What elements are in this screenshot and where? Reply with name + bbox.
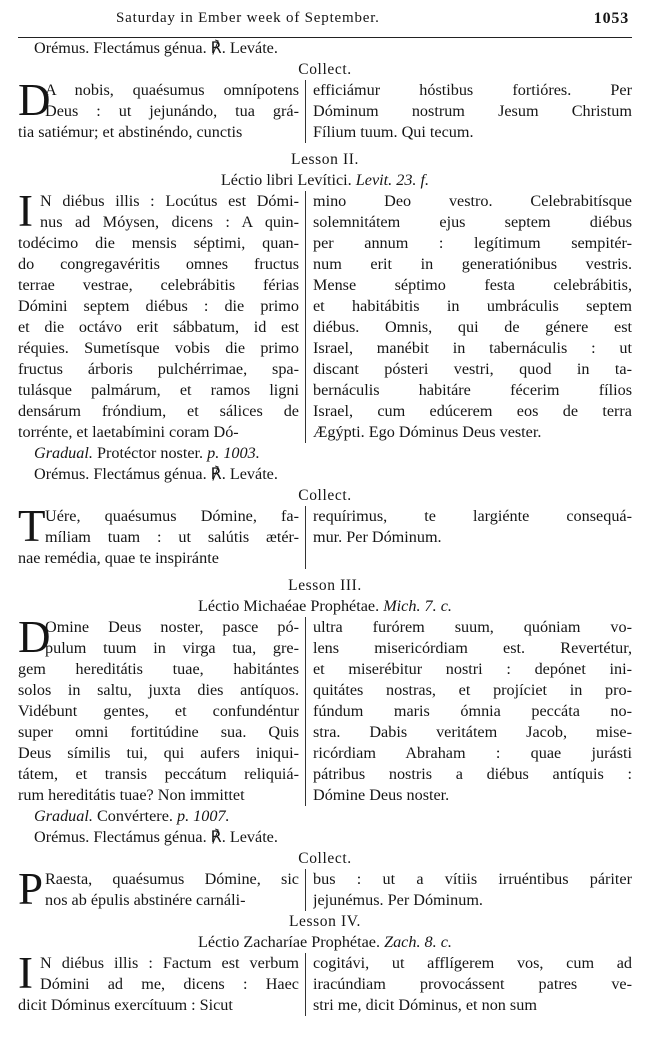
text-line: jejunémus. Per Dóminum. xyxy=(313,891,483,909)
running-header xyxy=(18,7,632,38)
text-line: nos ab épulis abstinére carnáli- xyxy=(45,891,246,909)
text-line: requírimus, te largiénte consequá- xyxy=(313,507,632,525)
text-line: solemnitátem ejus septem diébus xyxy=(313,213,632,231)
left-column xyxy=(18,80,306,143)
right-column xyxy=(306,506,632,569)
lesson-source-ref: Mich. 7. c. xyxy=(383,597,452,615)
text-line: dicit Dóminus exercítuum : Sicut xyxy=(18,996,233,1014)
text-line: solos in saltu, juxta dies antíquos. xyxy=(18,681,299,699)
gradual-label: Gradual. xyxy=(34,807,93,825)
lesson-heading: Lesson III. xyxy=(288,577,362,594)
text-line: todécimo die mensis séptimi, quan- xyxy=(18,234,299,252)
text-line: Dóminum nostrum Jesum Christum xyxy=(313,102,632,120)
lesson-source-text: Léctio Michaéae Prophétae. xyxy=(198,597,384,615)
text-line: Deus : ut jejunándo, tua grá- xyxy=(45,102,299,120)
text-line: discant pósteri vestri, quod in ta- xyxy=(313,360,632,378)
text-line: diébus. Omnis, qui de génere est xyxy=(313,318,632,336)
text-line: et habitábitis in umbráculis septem xyxy=(313,297,632,315)
collect-3 xyxy=(18,869,632,911)
drop-capital: D xyxy=(18,80,51,125)
collect-heading: Collect. xyxy=(298,487,352,504)
lesson-source xyxy=(18,170,632,191)
text-line: efficiámur hóstibus fortióres. Per xyxy=(313,81,632,99)
text-line: pulum tuum in virga tua, gre- xyxy=(45,639,299,657)
text-line: ricórdiam Abraham : quae jurásti xyxy=(313,744,632,762)
text-line: bernáculis habitáre fécerim fílios xyxy=(313,381,632,399)
drop-capital: P xyxy=(18,869,44,911)
collect-2 xyxy=(18,506,632,569)
text-line: quitátes nostras, et projíciet in pro- xyxy=(313,681,632,699)
drop-capital: D xyxy=(18,617,51,662)
text-line: tia satiémur; et abstinéndo, cunctis xyxy=(18,123,243,141)
right-column xyxy=(306,953,632,1016)
text-line: ultra furórem suum, quóniam vo- xyxy=(313,618,632,636)
text-line: fúndum maris ómnia peccáta no- xyxy=(313,702,632,720)
lesson-source-text: Léctio libri Levítici. xyxy=(220,171,356,189)
lesson-source xyxy=(18,596,632,617)
collect-heading: Collect. xyxy=(298,61,352,78)
text-line: Israel, cum edúcerem eos de terra xyxy=(313,402,632,420)
collect-heading: Collect. xyxy=(298,850,352,867)
left-column xyxy=(18,617,306,806)
text-line: et die octávo erit sábbatum, id est xyxy=(18,318,299,336)
text-line: stra. Dabis veritátem Jacob, mise- xyxy=(313,723,632,741)
text-line: Fílium tuum. Qui tecum. xyxy=(313,123,474,141)
text-line: A nobis, quaésumus omnípotens xyxy=(45,81,299,99)
lesson-source-ref: Levit. 23. f. xyxy=(355,171,430,189)
right-column xyxy=(306,80,632,143)
lesson-source xyxy=(18,932,632,953)
text-line: et miserébitur nostri : depónet ini- xyxy=(313,660,632,678)
collect-1 xyxy=(18,80,632,143)
oremus-line: Orémus. Flectámus génua. ℟. Leváte. xyxy=(34,39,278,57)
text-line: réquies. Sumetísque vobis die primo xyxy=(18,339,299,357)
lesson-heading: Lesson IV. xyxy=(288,913,362,930)
text-line: Omine Deus noster, pasce pó- xyxy=(45,618,299,636)
text-line: per annum : legítimum sempitér- xyxy=(313,234,632,252)
text-line: nae remédia, quae te inspiránte xyxy=(18,549,219,567)
left-column xyxy=(18,191,306,443)
text-line: Ægýpti. Ego Dóminus Deus vester. xyxy=(313,423,542,441)
text-line: lens misericórdiam est. Revertétur, xyxy=(313,639,632,657)
text-line: nus ad Móysen, dicens : A quin- xyxy=(40,213,299,231)
oremus-line: Orémus. Flectámus génua. ℟. Leváte. xyxy=(34,828,278,846)
text-line: do congregavéritis omnes fructus xyxy=(18,255,299,273)
left-column xyxy=(18,506,306,569)
lesson-2-text xyxy=(18,191,632,443)
text-line: míliam tuam : ut salútis ætér- xyxy=(45,528,299,546)
text-line: cogitávi, ut afflígerem vos, cum ad xyxy=(313,954,632,972)
text-line: Mense séptimo festa celebrábitis, xyxy=(313,276,632,294)
gradual-page: p. 1003. xyxy=(207,444,260,462)
left-column xyxy=(18,953,306,1016)
text-line: tátem, et transis peccátum reliquiá- xyxy=(18,765,299,783)
gradual-label: Gradual. xyxy=(34,444,93,462)
text-line: terrae vestrae, celebrábitis férias xyxy=(18,276,299,294)
left-column xyxy=(18,869,306,911)
text-line: Vidébunt gentes, et confundéntur xyxy=(18,702,299,720)
text-line: rum hereditátis tuae? Non immittet xyxy=(18,786,245,804)
right-column xyxy=(306,191,632,443)
text-line: iracúndiam provocássent patres ve- xyxy=(313,975,632,993)
text-line: stri me, dicit Dóminus, et non sum xyxy=(313,996,537,1014)
text-line: fructus árboris pulchérrimae, spa- xyxy=(18,360,299,378)
missal-page xyxy=(18,0,632,1016)
gradual-line xyxy=(18,806,632,827)
text-line: Israel, manébit in tabernáculis : ut xyxy=(313,339,632,357)
lesson-4-text xyxy=(18,953,632,1016)
text-line: Raesta, quaésumus Dómine, sic xyxy=(45,870,299,888)
gradual-text: Convértere. xyxy=(92,807,177,825)
text-line: pátribus nostris a diébus antíquis : xyxy=(313,765,632,783)
text-line: tulásque palmárum, et ramos ligni xyxy=(18,381,299,399)
oremus-line: Orémus. Flectámus génua. ℟. Leváte. xyxy=(34,465,278,483)
text-line: num erit in generatiónibus vestris. xyxy=(313,255,632,273)
text-line: N diébus illis : Locútus est Dómi- xyxy=(40,192,299,210)
page-number: 1053 xyxy=(593,10,629,27)
text-line: mino Deo vestro. Celebrabitísque xyxy=(313,192,632,210)
text-line: gem hereditátis tuae, habitántes xyxy=(18,660,299,678)
text-line: mur. Per Dóminum. xyxy=(313,528,442,546)
right-column xyxy=(306,869,632,911)
text-line: Dómini septem diébus : die primo xyxy=(18,297,299,315)
right-column xyxy=(306,617,632,806)
lesson-3-text xyxy=(18,617,632,806)
text-line: Dómine Deus noster. xyxy=(313,786,450,804)
lesson-source-ref: Zach. 8. c. xyxy=(384,933,452,951)
gradual-text: Protéctor noster. xyxy=(92,444,208,462)
text-line: bus : ut a vítiis irruéntibus páriter xyxy=(313,870,632,888)
text-line: Dómini ad me, dicens : Haec xyxy=(40,975,299,993)
text-line: Uére, quaésumus Dómine, fa- xyxy=(45,507,299,525)
text-line: N diébus illis : Factum est verbum xyxy=(40,954,299,972)
gradual-page: p. 1007. xyxy=(176,807,230,825)
drop-capital: I xyxy=(18,191,33,236)
drop-capital: I xyxy=(18,953,33,998)
header-title: Saturday in Ember week of September. xyxy=(116,10,380,26)
lesson-source-text: Léctio Zacharíae Prophétae. xyxy=(198,933,385,951)
text-line: Deus símilis tui, qui aufers iniqui- xyxy=(18,744,299,762)
text-line: super omni fortitúdine sua. Quis xyxy=(18,723,299,741)
gradual-line xyxy=(18,443,632,464)
lesson-heading: Lesson II. xyxy=(291,151,359,168)
text-line: torrénte, et laetabímini coram Dó- xyxy=(18,423,239,441)
text-line: densárum fróndium, et sálices de xyxy=(18,402,299,420)
drop-capital: T xyxy=(18,506,46,551)
